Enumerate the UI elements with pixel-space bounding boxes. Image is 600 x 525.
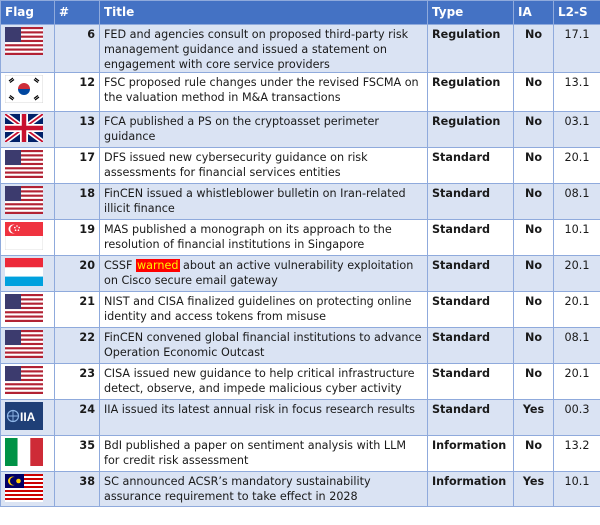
my-flag-icon	[5, 474, 43, 502]
row-ia: No	[514, 73, 554, 112]
table-row[interactable]	[1, 184, 600, 220]
flag-cell	[1, 292, 55, 328]
row-ia: No	[514, 256, 554, 292]
row-type: Information	[428, 472, 514, 507]
flag-cell	[1, 184, 55, 220]
row-number: 6	[55, 25, 100, 73]
row-type: Regulation	[428, 25, 514, 73]
row-title: DFS issued new cybersecurity guidance on risk assessments for financial services entities	[100, 148, 428, 184]
row-l2s: 03.1	[554, 112, 600, 148]
row-title: FinCEN convened global financial institutions to advance Operation Economic Outcast	[100, 328, 428, 364]
it-flag-icon	[5, 438, 43, 466]
flag-cell	[1, 25, 55, 73]
row-ia: No	[514, 364, 554, 400]
row-l2s: 08.1	[554, 328, 600, 364]
row-number: 24	[55, 400, 100, 436]
flag-cell	[1, 364, 55, 400]
row-title: NIST and CISA finalized guidelines on protecting online identity and access tokens from misuse	[100, 292, 428, 328]
row-title: SC announced ACSR’s mandatory sustainability assurance requirement to take effect in 2028	[100, 472, 428, 507]
flag-cell	[1, 400, 55, 436]
flag-cell	[1, 220, 55, 256]
row-ia: No	[514, 292, 554, 328]
table-row[interactable]	[1, 73, 600, 112]
flag-cell	[1, 256, 55, 292]
row-type: Regulation	[428, 73, 514, 112]
row-ia: No	[514, 220, 554, 256]
row-number: 20	[55, 256, 100, 292]
row-ia: Yes	[514, 472, 554, 507]
row-number: 22	[55, 328, 100, 364]
us-flag-icon	[5, 330, 43, 358]
row-l2s: 20.1	[554, 148, 600, 184]
iia-logo-icon	[5, 402, 43, 430]
row-title-start: CSSF	[104, 259, 137, 272]
row-title: FSC proposed rule changes under the revised FSCMA on the valuation method in M&A transactions	[100, 73, 428, 112]
us-flag-icon	[5, 27, 43, 55]
row-number: 21	[55, 292, 100, 328]
flag-cell	[1, 472, 55, 507]
row-type: Standard	[428, 364, 514, 400]
highlighted-word: warned	[137, 259, 179, 272]
row-ia: No	[514, 25, 554, 73]
table-row[interactable]	[1, 112, 600, 148]
row-title: BdI published a paper on sentiment analysis with LLM for credit risk assessment	[100, 436, 428, 472]
table-row[interactable]	[1, 292, 600, 328]
column-header-number[interactable]: #	[55, 1, 100, 25]
row-type: Standard	[428, 328, 514, 364]
row-title	[100, 256, 428, 292]
row-type: Information	[428, 436, 514, 472]
row-l2s: 20.1	[554, 364, 600, 400]
column-header-type[interactable]: Type	[428, 1, 514, 25]
row-l2s: 20.1	[554, 292, 600, 328]
table-row[interactable]	[1, 436, 600, 472]
flag-cell	[1, 328, 55, 364]
sg-flag-icon	[5, 222, 43, 250]
us-flag-icon	[5, 150, 43, 178]
row-number: 12	[55, 73, 100, 112]
table-row[interactable]	[1, 220, 600, 256]
row-type: Standard	[428, 400, 514, 436]
row-type: Standard	[428, 148, 514, 184]
us-flag-icon	[5, 294, 43, 322]
table-row[interactable]	[1, 472, 600, 507]
row-l2s: 17.1	[554, 25, 600, 73]
column-header-title[interactable]: Title	[100, 1, 428, 25]
row-type: Standard	[428, 184, 514, 220]
flag-cell	[1, 112, 55, 148]
row-ia: No	[514, 328, 554, 364]
row-title: CISA issued new guidance to help critical infrastructure detect, observe, and impede malicious cyber activity	[100, 364, 428, 400]
row-number: 18	[55, 184, 100, 220]
table-row[interactable]	[1, 328, 600, 364]
column-header-ia[interactable]: IA	[514, 1, 554, 25]
flag-cell	[1, 148, 55, 184]
us-flag-icon	[5, 366, 43, 394]
table-row[interactable]	[1, 25, 600, 73]
uk-flag-icon	[5, 114, 43, 142]
row-l2s: 10.1	[554, 220, 600, 256]
column-header-flag[interactable]: Flag	[1, 1, 55, 25]
row-number: 13	[55, 112, 100, 148]
row-type: Standard	[428, 220, 514, 256]
flag-cell	[1, 436, 55, 472]
table-row[interactable]	[1, 148, 600, 184]
table-row[interactable]	[1, 364, 600, 400]
lu-flag-icon	[5, 258, 43, 286]
row-number: 17	[55, 148, 100, 184]
row-title-end: about an active vulnerability exploitation on Cisco secure email gateway	[104, 259, 414, 287]
row-number: 19	[55, 220, 100, 256]
row-title: FED and agencies consult on proposed third-party risk management guidance and issued a statement on engagement with core service providers	[100, 25, 428, 73]
row-ia: No	[514, 184, 554, 220]
header-row	[1, 1, 600, 25]
row-l2s: 13.2	[554, 436, 600, 472]
row-number: 23	[55, 364, 100, 400]
row-title: MAS published a monograph on its approach to the resolution of financial institutions in Singapore	[100, 220, 428, 256]
row-title: FinCEN issued a whistleblower bulletin on Iran-related illicit finance	[100, 184, 428, 220]
kr-flag-icon	[5, 75, 43, 103]
row-l2s: 13.1	[554, 73, 600, 112]
us-flag-icon	[5, 186, 43, 214]
row-title: IIA issued its latest annual risk in focus research results	[100, 400, 428, 436]
row-l2s: 20.1	[554, 256, 600, 292]
row-ia: Yes	[514, 400, 554, 436]
row-l2s: 10.1	[554, 472, 600, 507]
row-ia: No	[514, 148, 554, 184]
flag-cell	[1, 73, 55, 112]
row-ia: No	[514, 112, 554, 148]
row-type: Standard	[428, 256, 514, 292]
row-l2s: 08.1	[554, 184, 600, 220]
row-title: FCA published a PS on the cryptoasset perimeter guidance	[100, 112, 428, 148]
column-header-l2s[interactable]: L2-S	[554, 1, 600, 25]
row-ia: No	[514, 436, 554, 472]
row-type: Regulation	[428, 112, 514, 148]
row-l2s: 00.3	[554, 400, 600, 436]
iia-logo-text: IIA	[20, 410, 36, 424]
table-row[interactable]	[1, 400, 600, 436]
table-row[interactable]	[1, 256, 600, 292]
row-number: 38	[55, 472, 100, 507]
row-type: Standard	[428, 292, 514, 328]
row-number: 35	[55, 436, 100, 472]
